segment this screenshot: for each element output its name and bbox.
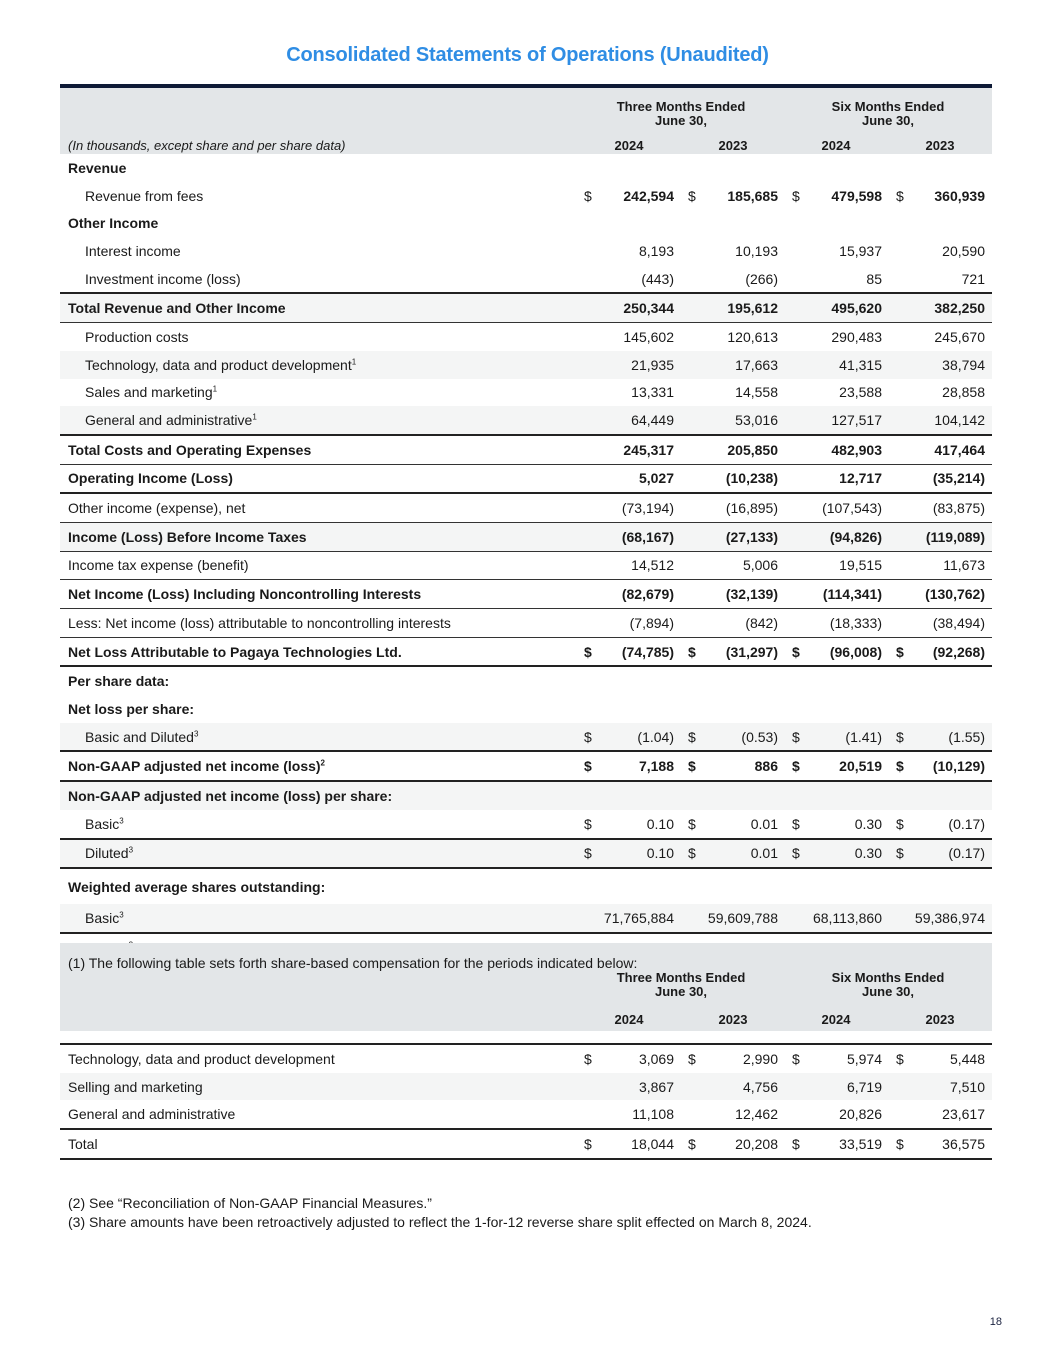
cell-value: (16,895) (725, 500, 778, 517)
cell-value: (35,214) (932, 470, 985, 487)
row-label-text: Net Income (Loss) Including Noncontrolling Interests (68, 586, 422, 603)
currency-symbol: $ (584, 845, 592, 862)
row-label (68, 160, 126, 176)
row-label (85, 412, 257, 428)
table-row (60, 552, 992, 580)
cell-value: 15,937 (839, 242, 882, 259)
row-label-text: General and administrative (68, 1106, 236, 1123)
cell-value: (32,139) (725, 586, 778, 603)
cell-value: 5,027 (638, 470, 674, 487)
cell-value: (1.41) (845, 728, 882, 745)
row-label (85, 729, 198, 745)
cell-value: 5,006 (742, 557, 778, 574)
currency-symbol: $ (584, 758, 592, 775)
cell-value: 242,594 (623, 187, 674, 204)
statements-table (60, 84, 992, 964)
header-group-three-line2: June 30, (654, 113, 708, 128)
cell-value: 0.01 (750, 845, 778, 862)
currency-symbol: $ (688, 187, 696, 204)
row-label (68, 470, 233, 486)
cell-value: 21,935 (631, 356, 674, 373)
table-row (60, 292, 992, 323)
cell-value: (68,167) (621, 528, 674, 545)
cell-value: 68,113,860 (812, 910, 882, 927)
cell-value: 23,617 (942, 1106, 985, 1123)
cell-value: 382,250 (934, 300, 985, 317)
currency-symbol: $ (896, 845, 904, 862)
table-row (60, 379, 992, 407)
cell-value: 0.10 (646, 845, 674, 862)
sbc-table (60, 943, 992, 1160)
header-group-three-line1: Three Months Ended (616, 99, 746, 114)
row-label-text: Income tax expense (benefit) (68, 557, 249, 574)
table-row (60, 667, 992, 695)
row-label (68, 442, 311, 458)
cell-value: 3,069 (638, 1050, 674, 1067)
currency-symbol: $ (688, 845, 696, 862)
cell-value: (1.55) (948, 728, 985, 745)
cell-value: 85 (866, 270, 882, 287)
cell-value: 7,188 (638, 758, 674, 775)
cell-value: 18,044 (631, 1136, 674, 1153)
cell-value: (130,762) (925, 586, 985, 603)
cell-value: (18,333) (829, 614, 882, 631)
row-label (85, 816, 124, 832)
row-label-text: Basic (85, 815, 120, 832)
table-body (60, 154, 992, 964)
row-label-text: Other Income (68, 215, 159, 232)
table-row (60, 154, 992, 182)
table-row (60, 434, 992, 465)
cell-value: (0.17) (948, 845, 985, 862)
cell-value: 64,449 (631, 412, 674, 429)
header-year: 2024 (614, 138, 644, 153)
cell-value: 59,386,974 (914, 910, 985, 927)
header-group-three-months (606, 100, 756, 128)
cell-value: 8,193 (638, 242, 674, 259)
currency-symbol: $ (688, 643, 696, 660)
cell-value: 104,142 (934, 412, 985, 429)
cell-value: 120,613 (727, 328, 778, 345)
footnote-ref: 2 (320, 758, 325, 768)
table-row (60, 810, 992, 838)
row-label (85, 845, 133, 861)
cell-value: 250,344 (623, 300, 674, 317)
cell-value: 14,512 (631, 557, 674, 574)
cell-value: (82,679) (621, 586, 674, 603)
row-label-text: Interest income (85, 242, 181, 259)
currency-symbol: $ (896, 643, 904, 660)
row-label (68, 557, 249, 573)
cell-value: 36,575 (942, 1136, 985, 1153)
row-label-text: Basic (85, 910, 120, 927)
cell-value: (0.53) (741, 728, 778, 745)
row-label (68, 586, 421, 602)
cell-value: (7,894) (629, 614, 674, 631)
table-row (60, 869, 992, 904)
currency-symbol: $ (792, 758, 800, 775)
cell-value: 0.30 (854, 845, 882, 862)
row-label-text: Production costs (85, 328, 189, 345)
table-row (60, 750, 992, 782)
currency-symbol: $ (792, 845, 800, 862)
row-label-text: Diluted (85, 845, 129, 862)
currency-symbol: $ (688, 1136, 696, 1153)
cell-value: 290,483 (831, 328, 882, 345)
row-label-text: Revenue from fees (85, 187, 204, 204)
row-label (68, 1106, 235, 1122)
table-row (60, 465, 992, 495)
row-label-text: Net loss per share: (68, 700, 195, 717)
sbc-group-six-line2: June 30, (861, 984, 915, 999)
row-label-text: Technology, data and product development (68, 1050, 335, 1067)
table-row (60, 1100, 992, 1128)
row-label (68, 644, 402, 660)
currency-symbol: $ (792, 643, 800, 660)
cell-value: 11,673 (943, 557, 985, 574)
header-year: 2023 (718, 138, 748, 153)
cell-value: 245,670 (934, 328, 985, 345)
footnote-2: (2) See “Reconciliation of Non-GAAP Financial Measures.” (68, 1195, 432, 1211)
cell-value: 19,515 (839, 557, 882, 574)
page-number: 18 (989, 1316, 1002, 1328)
header-group-six-line2: June 30, (861, 113, 915, 128)
cell-value: 59,609,788 (707, 910, 778, 927)
table-row (60, 494, 992, 522)
table-row (60, 723, 992, 751)
cell-value: 5,448 (949, 1050, 985, 1067)
currency-symbol: $ (584, 815, 592, 832)
row-label-text: Basic and Diluted (85, 728, 194, 745)
row-label-text: Weighted average shares outstanding: (68, 878, 326, 895)
sbc-year: 2023 (925, 1012, 955, 1027)
cell-value: 886 (754, 758, 778, 775)
currency-symbol: $ (688, 815, 696, 832)
row-label-text: General and administrative (85, 412, 253, 429)
cell-value: 6,719 (846, 1078, 882, 1095)
row-label (68, 701, 194, 717)
cell-value: 721 (961, 270, 985, 287)
row-label-text: Per share data: (68, 673, 170, 690)
cell-value: (107,543) (822, 500, 882, 517)
header-group-six-months (813, 100, 963, 128)
cell-value: (31,297) (725, 643, 778, 660)
cell-value: 11,108 (632, 1106, 674, 1123)
row-label (68, 788, 392, 804)
row-label-text: Selling and marketing (68, 1078, 203, 1095)
cell-value: 205,850 (727, 441, 778, 458)
cell-value: 13,331 (631, 384, 674, 401)
table-row (60, 1043, 992, 1073)
header-group-six-line1: Six Months Ended (831, 99, 945, 114)
cell-value: 7,510 (949, 1078, 985, 1095)
row-label-text: Sales and marketing (85, 384, 213, 401)
row-label (85, 357, 356, 373)
row-label (68, 615, 451, 631)
cell-value: 245,317 (623, 441, 674, 458)
cell-value: 41,315 (839, 356, 882, 373)
cell-value: (114,341) (822, 586, 882, 603)
cell-value: (10,238) (725, 470, 778, 487)
row-label (68, 300, 286, 316)
row-label (68, 879, 325, 895)
footnote-ref: 3 (119, 910, 124, 920)
sbc-group-three-line1: Three Months Ended (616, 970, 746, 985)
row-label (85, 271, 241, 287)
cell-value: 5,974 (846, 1050, 882, 1067)
currency-symbol: $ (792, 728, 800, 745)
cell-value: (96,008) (829, 643, 882, 660)
row-label (68, 758, 325, 774)
currency-symbol: $ (792, 1136, 800, 1153)
footnote-ref: 3 (128, 845, 134, 855)
table-row (60, 695, 992, 723)
cell-value: 145,602 (623, 328, 674, 345)
currency-symbol: $ (584, 728, 592, 745)
cell-value: 33,519 (839, 1136, 882, 1153)
currency-symbol: $ (896, 1136, 904, 1153)
cell-value: (92,268) (932, 643, 985, 660)
table-row (60, 579, 992, 609)
currency-symbol: $ (584, 187, 592, 204)
cell-value: 195,612 (727, 300, 778, 317)
cell-value: (73,194) (621, 500, 674, 517)
cell-value: 0.01 (750, 815, 778, 832)
cell-value: 417,464 (934, 441, 985, 458)
row-label (68, 529, 307, 545)
sbc-intro: (1) The following table sets forth share-based compensation for the periods indicated below: (68, 955, 638, 971)
footnote-ref: 1 (252, 412, 257, 422)
cell-value: (94,826) (829, 528, 882, 545)
table-row (60, 237, 992, 265)
currency-symbol: $ (688, 1050, 696, 1067)
currency-symbol: $ (896, 758, 904, 775)
cell-value: (119,089) (925, 528, 985, 545)
table-row (60, 904, 992, 932)
row-label-text: Less: Net income (loss) attributable to noncontrolling interests (68, 614, 451, 631)
row-label-text: Total (68, 1136, 98, 1153)
table-row (60, 522, 992, 552)
sbc-year: 2024 (821, 1012, 851, 1027)
row-label-text: Total Costs and Operating Expenses (68, 441, 312, 458)
row-label-text: Operating Income (Loss) (68, 470, 233, 487)
currency-symbol: $ (688, 728, 696, 745)
cell-value: (83,875) (932, 500, 985, 517)
cell-value: 482,903 (831, 441, 882, 458)
cell-value: 23,588 (839, 384, 882, 401)
sbc-year: 2023 (718, 1012, 748, 1027)
table-row (60, 1073, 992, 1101)
row-label-text: Income (Loss) Before Income Taxes (68, 528, 307, 545)
cell-value: (0.17) (948, 815, 985, 832)
cell-value: 2,990 (742, 1050, 778, 1067)
table-row (60, 265, 992, 293)
row-label-text: Non-GAAP adjusted net income (loss) (68, 758, 321, 775)
sbc-year: 2024 (614, 1012, 644, 1027)
footnote-ref: 1 (212, 384, 218, 394)
sbc-group-three-months (606, 971, 756, 999)
currency-symbol: $ (688, 758, 696, 775)
row-label-text: Technology, data and product development (85, 356, 352, 373)
currency-symbol: $ (584, 643, 592, 660)
sbc-body (60, 1043, 992, 1160)
footnote-ref: 1 (351, 357, 357, 366)
table-row (60, 209, 992, 237)
cell-value: 10,193 (735, 242, 778, 259)
currency-symbol: $ (896, 728, 904, 745)
cell-value: 3,867 (638, 1078, 674, 1095)
cell-value: (27,133) (725, 528, 778, 545)
table-row (60, 637, 992, 668)
row-label-text: Investment income (loss) (85, 270, 241, 287)
cell-value: (74,785) (621, 643, 674, 660)
cell-value: 495,620 (831, 300, 882, 317)
row-label (68, 1136, 98, 1152)
table-row (60, 838, 992, 870)
cell-value: 20,208 (735, 1136, 778, 1153)
cell-value: (443) (641, 270, 674, 287)
table-row (60, 323, 992, 351)
row-label-text: Non-GAAP adjusted net income (loss) per share: (68, 787, 393, 804)
row-label-text: Other income (expense), net (68, 500, 246, 517)
row-label (68, 1079, 203, 1095)
cell-value: 479,598 (831, 187, 882, 204)
cell-value: 12,717 (839, 470, 882, 487)
cell-value: 20,519 (839, 758, 882, 775)
cell-value: 0.10 (646, 815, 674, 832)
cell-value: (266) (745, 270, 778, 287)
cell-value: 185,685 (727, 187, 778, 204)
header-year: 2023 (925, 138, 955, 153)
table-row (60, 1128, 992, 1160)
currency-symbol: $ (896, 1050, 904, 1067)
row-label (68, 1051, 335, 1067)
sbc-header (60, 943, 992, 1031)
sbc-group-three-line2: June 30, (654, 984, 708, 999)
row-label (85, 243, 181, 259)
cell-value: 4,756 (742, 1078, 778, 1095)
currency-symbol: $ (792, 187, 800, 204)
cell-value: (842) (745, 614, 778, 631)
row-label-text: Revenue (68, 159, 127, 176)
row-label (68, 215, 158, 231)
cell-value: 14,558 (735, 384, 778, 401)
cell-value: (10,129) (932, 758, 985, 775)
table-row (60, 782, 992, 810)
cell-value: 28,858 (942, 384, 985, 401)
cell-value: 53,016 (735, 412, 778, 429)
sbc-group-six-months (813, 971, 963, 999)
sbc-group-six-line1: Six Months Ended (831, 970, 945, 985)
row-label (85, 329, 189, 345)
table-row (60, 351, 992, 379)
table-row (60, 182, 992, 210)
row-label (68, 500, 245, 516)
row-label-text: Total Revenue and Other Income (68, 300, 286, 317)
header-year: 2024 (821, 138, 851, 153)
table-row (60, 406, 992, 434)
row-label-text: Net Loss Attributable to Pagaya Technologies Ltd. (68, 643, 402, 660)
table-header (60, 88, 992, 154)
currency-symbol: $ (896, 815, 904, 832)
cell-value: 12,462 (735, 1106, 778, 1123)
cell-value: (38,494) (932, 614, 985, 631)
row-label (68, 673, 169, 689)
footnote-3: (3) Share amounts have been retroactively adjusted to reflect the 1-for-12 reverse share split effected on March 8, 2024. (68, 1214, 812, 1230)
cell-value: 20,590 (942, 242, 985, 259)
cell-value: 17,663 (735, 356, 778, 373)
cell-value: 360,939 (934, 187, 985, 204)
row-label (85, 910, 124, 926)
table-row (60, 609, 992, 637)
currency-symbol: $ (584, 1136, 592, 1153)
cell-value: 0.30 (854, 815, 882, 832)
currency-symbol: $ (792, 815, 800, 832)
currency-symbol: $ (584, 1050, 592, 1067)
currency-symbol: $ (792, 1050, 800, 1067)
cell-value: 127,517 (831, 412, 882, 429)
row-label (85, 384, 217, 400)
units-note: (In thousands, except share and per share data) (68, 138, 346, 153)
cell-value: (1.04) (637, 728, 674, 745)
cell-value: 71,765,884 (603, 910, 674, 927)
cell-value: 20,826 (839, 1106, 882, 1123)
row-label (85, 188, 203, 204)
footnote-ref: 3 (193, 728, 199, 738)
cell-value: 38,794 (942, 356, 985, 373)
currency-symbol: $ (896, 187, 904, 204)
page-title: Consolidated Statements of Operations (Unaudited) (286, 44, 769, 66)
footnote-ref: 3 (119, 816, 124, 825)
